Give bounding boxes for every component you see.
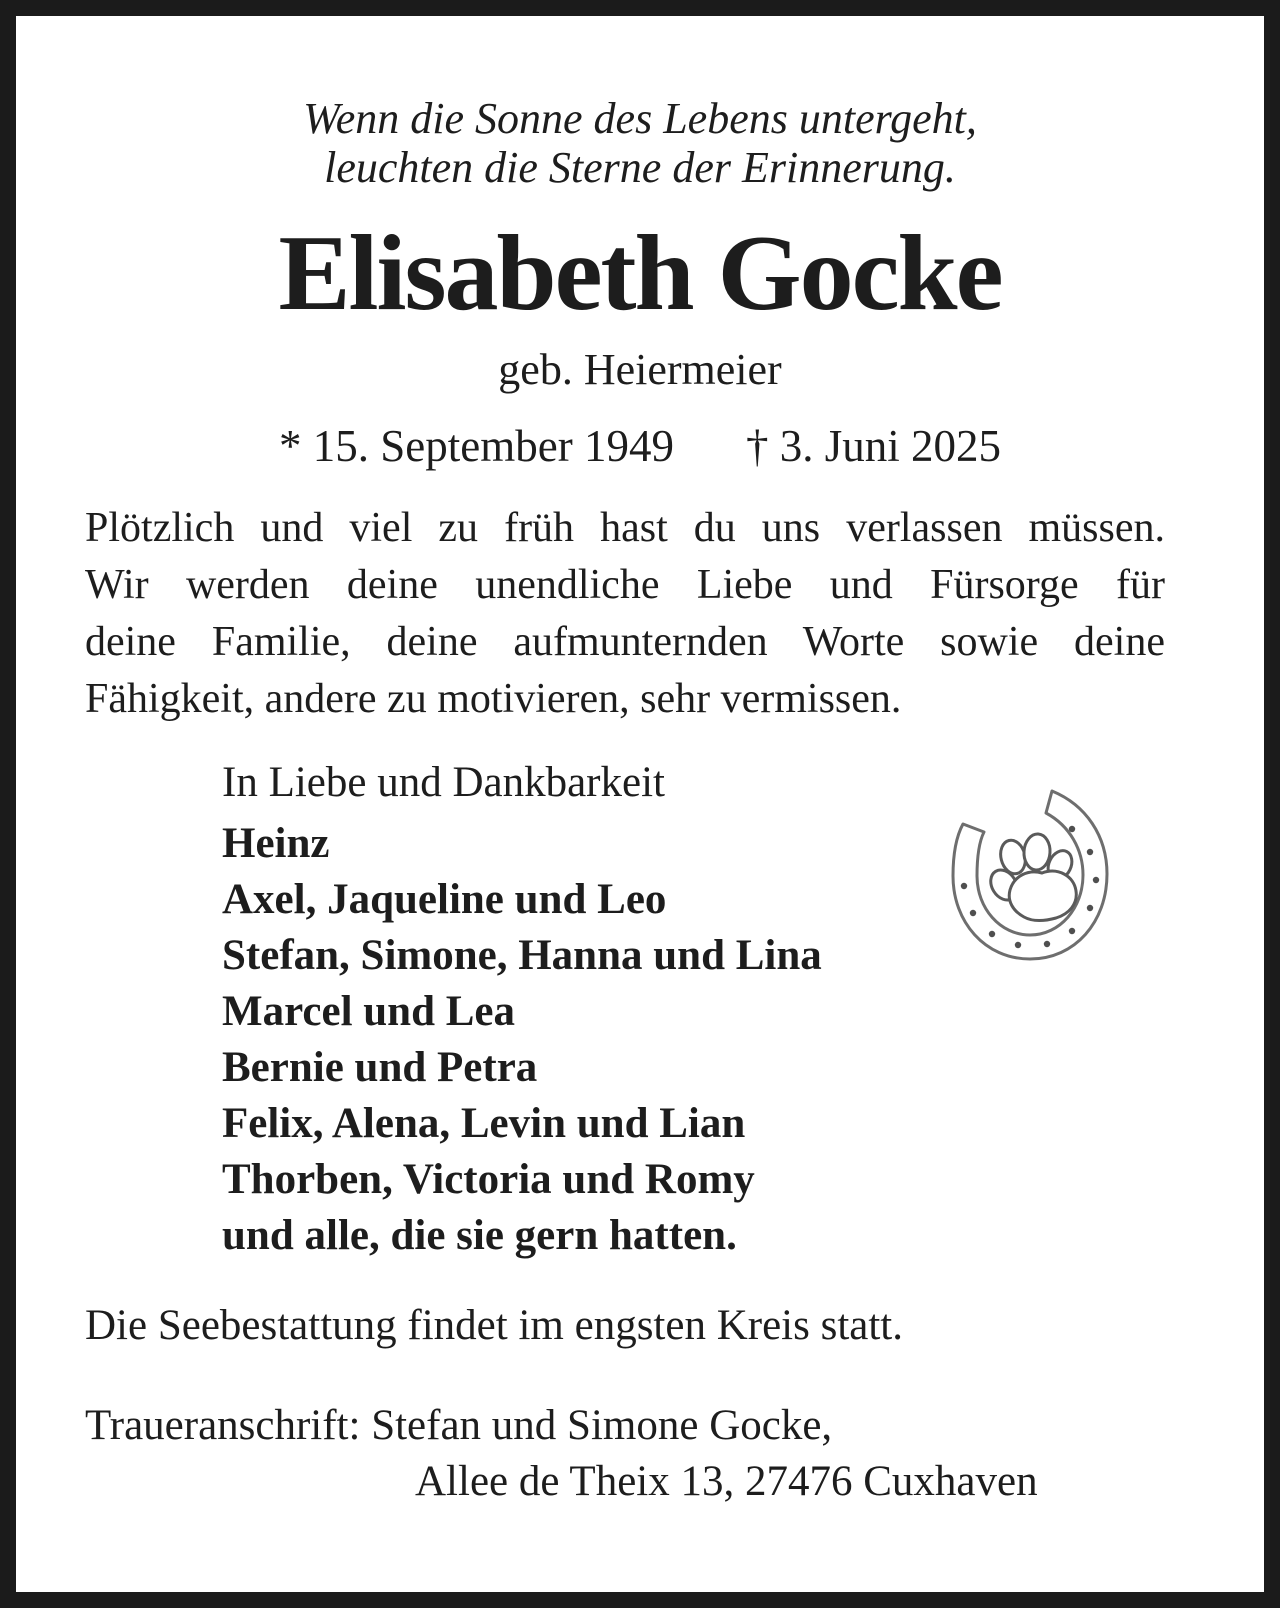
deceased-name: Elisabeth Gocke: [278, 214, 1002, 333]
closing-phrase: In Liebe und Dankbarkeit: [222, 759, 665, 806]
birth-date: * 15. September 1949: [279, 421, 674, 471]
mourner-line: Marcel und Lea: [222, 988, 516, 1035]
tribute-paragraph: [16, 500, 1264, 728]
epigraph-line-1: Wenn die Sonne des Lebens untergeht,: [303, 94, 977, 143]
mourner-line: Thorben, Victoria und Romy: [222, 1156, 755, 1203]
mourner-line: Felix, Alena, Levin und Lian: [222, 1100, 746, 1147]
tribute-line: Wir werden deine unendliche Liebe und Fürsorge für: [85, 562, 1165, 608]
condolence-address: [16, 1398, 1264, 1510]
condolence-address-line-1: Traueranschrift: Stefan und Simone Gocke,: [85, 1402, 833, 1449]
epigraph-line-2: leuchten die Sterne der Erinnerung.: [324, 143, 956, 192]
tribute-line: Plötzlich und viel zu früh hast du uns verlassen müssen.: [85, 505, 1165, 551]
maiden-name: geb. Heiermeier: [498, 345, 782, 394]
mourner-line: und alle, die sie gern hatten.: [222, 1212, 737, 1259]
mourner-line: Axel, Jaqueline und Leo: [222, 876, 667, 923]
tribute-line: deine Familie, deine aufmunternden Worte sowie deine: [85, 619, 1165, 665]
epigraph: [16, 94, 1264, 192]
funeral-note: Die Seebestattung findet im engsten Kreis statt.: [85, 1302, 904, 1349]
death-date: † 3. Juni 2025: [745, 421, 1001, 471]
horseshoe-paw-icon: [948, 788, 1110, 966]
life-dates: [16, 420, 1264, 472]
tribute-line: Fähigkeit, andere zu motivieren, sehr vermissen.: [85, 676, 902, 722]
mourner-line: Bernie und Petra: [222, 1044, 538, 1091]
mourner-line: Stefan, Simone, Hanna und Lina: [222, 932, 822, 979]
mourner-line: Heinz: [222, 820, 330, 867]
condolence-address-line-2: Allee de Theix 13, 27476 Cuxhaven: [415, 1458, 1038, 1505]
